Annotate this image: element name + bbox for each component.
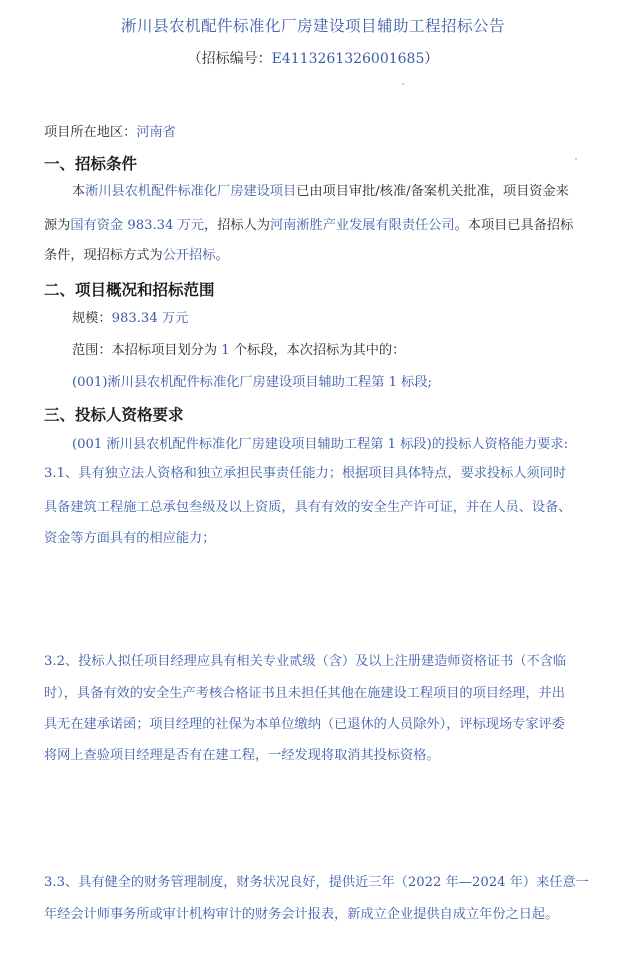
fund-source: 国有资金 983.34 万元: [70, 218, 205, 233]
region-value: 河南省: [136, 125, 176, 140]
scan-speck: [402, 83, 404, 85]
text: 个标段，本次招标为其中的：: [229, 343, 406, 358]
range-line: [72, 342, 405, 360]
text: 本: [72, 184, 86, 199]
scale-label: 规模：: [72, 311, 112, 326]
section-1-line-1: [72, 183, 569, 201]
tender-number-code: E4113261326001685: [271, 51, 425, 67]
text: ，招标人为: [204, 218, 270, 233]
req-3-2-line-1: 3.2、投标人拟任项目经理应具有相关专业贰级（含）及以上注册建造师资格证书（不含临: [44, 654, 567, 669]
req-3-2-line-3: 具无在建承诺函；项目经理的社保为本单位缴纳（已退休的人员除外），评标现场专家评委: [44, 717, 565, 732]
req-3-2-line-2: 时），具备有效的安全生产考核合格证书且未担任其他在施建设工程项目的项目经理，并出: [44, 686, 565, 701]
tender-method: 公开招标: [162, 248, 216, 263]
req-3-3-line-2: 年经会计师事务所或审计机构审计的财务会计报表，新成立企业提供自成立年份之日起。: [44, 907, 559, 922]
req-3-3-line-1: 3.3、具有健全的财务管理制度，财务状况良好，提供近三年（2022 年—2024 年）来任意一: [44, 875, 589, 890]
tender-number-open: （招标编号：: [187, 51, 272, 67]
section-2-heading: 二、项目概况和招标范围: [44, 280, 215, 299]
text: 源为: [44, 218, 71, 233]
region-line: [44, 124, 176, 142]
section-1-heading: 一、招标条件: [44, 154, 138, 173]
req-3-2-line-4: 将网上查验项目经理是否有在建工程，一经发现将取消其投标资格。: [44, 748, 440, 763]
text: 已由项目审批/核准/备案机关批准，项目资金来: [296, 184, 569, 199]
page-title: 淅川县农机配件标准化厂房建设项目辅助工程招标公告: [120, 17, 505, 35]
section-1-line-3: [44, 247, 229, 265]
text: 范围：本招标项目划分为: [72, 343, 222, 358]
text: 条件，现招标方式为: [44, 248, 163, 263]
section-1-line-2: [44, 217, 573, 235]
scale-value: 983.34 万元: [111, 311, 189, 326]
req-3-1-line-2: 具备建筑工程施工总承包叁级及以上资质，具有有效的安全生产许可证，并在人员、设备、: [44, 500, 572, 515]
scale-line: [72, 310, 188, 328]
project-name: 淅川县农机配件标准化厂房建设项目: [85, 184, 297, 199]
region-label: 项目所在地区：: [44, 125, 137, 140]
tender-number-close: ）: [424, 51, 439, 67]
req-3-1-line-3: 资金等方面具有的相应能力；: [44, 531, 216, 546]
lot-line: (001)淅川县农机配件标准化厂房建设项目辅助工程第 1 标段;: [72, 375, 432, 390]
tenderer-name: 河南淅胜产业发展有限责任公司: [269, 218, 455, 233]
req-3-1-line-1: 3.1、具有独立法人资格和独立承担民事责任能力；根据项目具体特点，要求投标人须同时: [44, 466, 567, 481]
scan-speck: [575, 158, 577, 160]
section-3-heading: 三、投标人资格要求: [44, 405, 184, 424]
text: 。: [215, 248, 229, 263]
text: 。本项目已具备招标: [454, 218, 574, 233]
lot-count: 1: [221, 343, 230, 358]
tender-number: [0, 48, 626, 68]
qualification-intro: (001 淅川县农机配件标准化厂房建设项目辅助工程第 1 标段)的投标人资格能力要求:: [72, 437, 569, 452]
